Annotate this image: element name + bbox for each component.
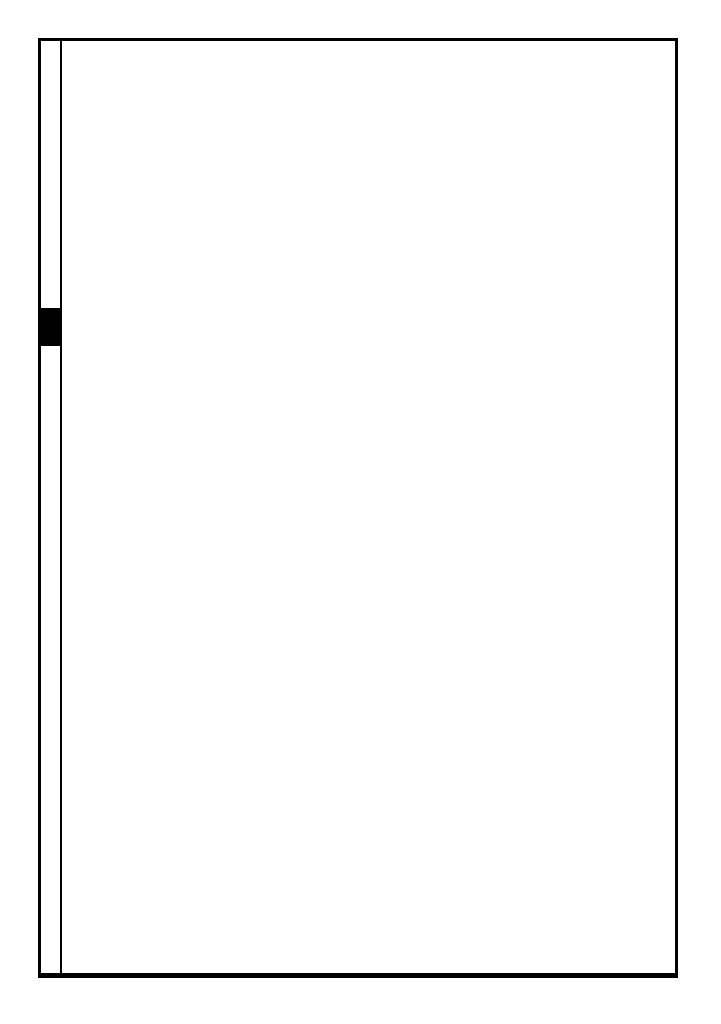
fish-tail-marker xyxy=(38,308,60,346)
margin-strip xyxy=(38,38,62,978)
margin-book-title xyxy=(38,346,60,566)
margin-title xyxy=(38,38,60,308)
page-number xyxy=(38,838,60,878)
page-frame xyxy=(38,38,678,978)
